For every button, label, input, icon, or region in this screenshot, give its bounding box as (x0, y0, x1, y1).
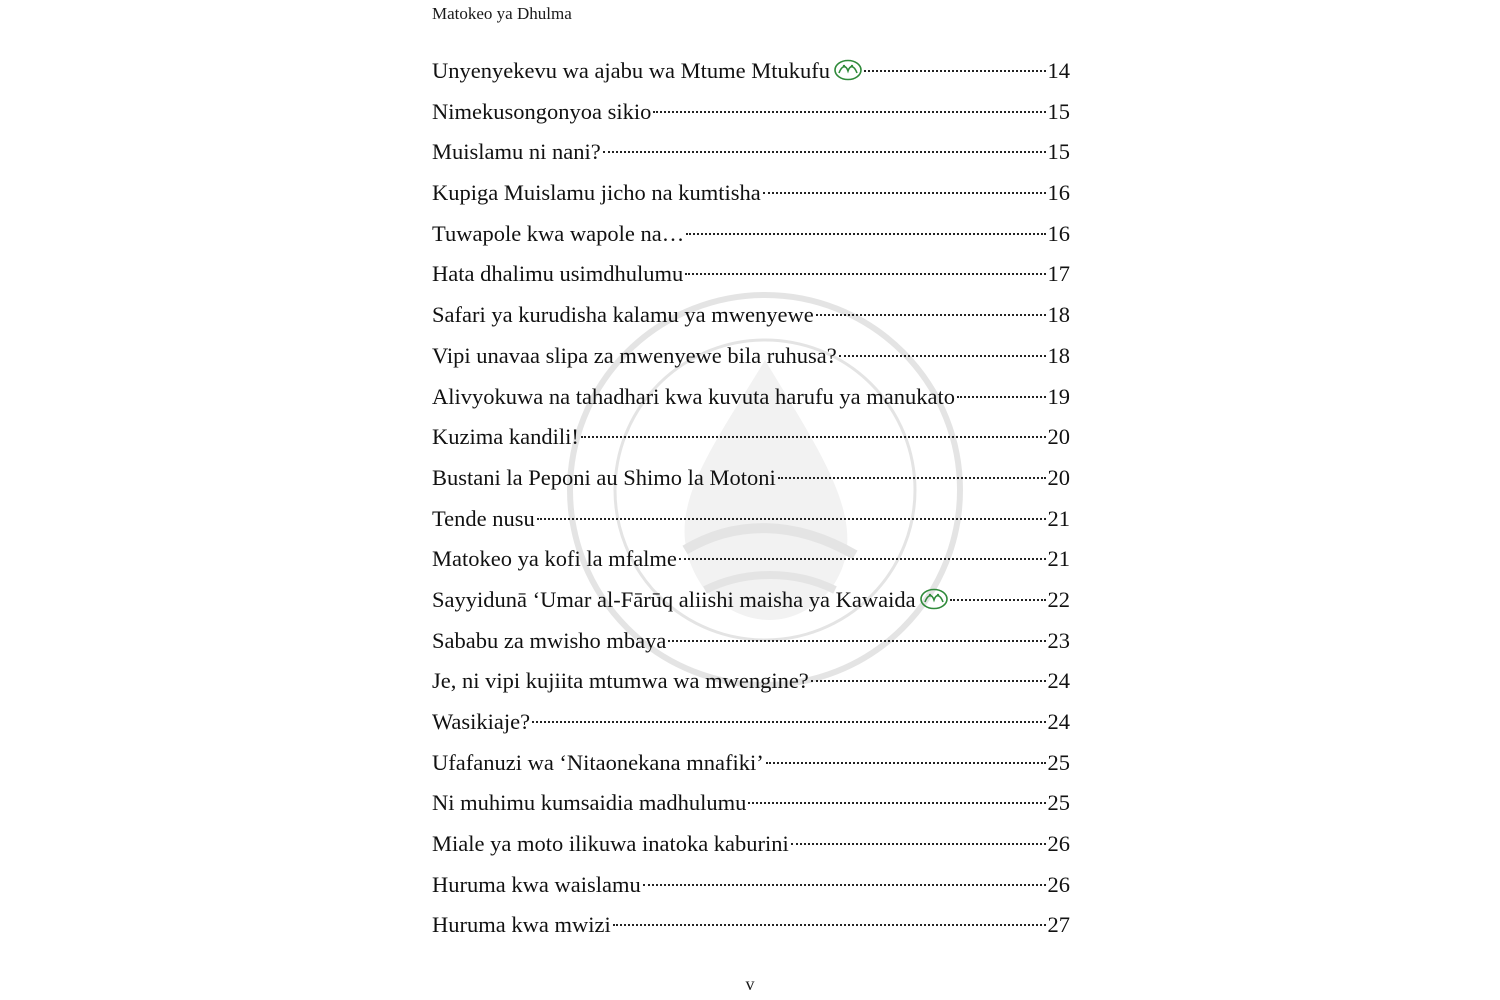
toc-entry[interactable] (432, 51, 1070, 92)
toc-entry-title: Matokeo ya kofi la mfalme (432, 546, 677, 572)
toc-entry-title: Hata dhalimu usimdhulumu (432, 261, 684, 287)
toc-entry[interactable] (432, 377, 1070, 418)
toc-entry-title: Huruma kwa mwizi (432, 912, 611, 938)
page-number: v (745, 974, 755, 994)
toc-entry[interactable] (432, 132, 1070, 173)
toc-entry[interactable] (432, 702, 1070, 743)
toc-entry-title: Safari ya kurudisha kalamu ya mwenyewe (432, 302, 814, 328)
toc-page-number: 18 (1047, 302, 1070, 328)
toc-page-number: 18 (1047, 342, 1070, 368)
dot-leader (839, 354, 1046, 357)
toc-entry[interactable] (432, 214, 1070, 255)
toc-entry-title: Tuwapole kwa wapole na… (432, 220, 685, 246)
dot-leader (816, 313, 1046, 316)
toc-entry-title: Bustani la Peponi au Shimo la Motoni (432, 464, 776, 490)
dot-leader (957, 395, 1046, 398)
toc-page-number: 24 (1047, 668, 1070, 694)
toc-entry-title: Ni muhimu kumsaidia madhulumu (432, 790, 747, 816)
toc-entry-title: Ufafanuzi wa ‘Nitaonekana mnafiki’ (432, 749, 764, 775)
toc-entry-title: Tende nusu (432, 505, 535, 531)
dot-leader (603, 150, 1046, 153)
dot-leader (581, 435, 1046, 438)
toc-entry[interactable] (432, 905, 1070, 946)
dot-leader (748, 801, 1045, 804)
toc-page-number: 15 (1047, 139, 1070, 165)
dot-leader (950, 598, 1046, 601)
toc-entry[interactable] (432, 458, 1070, 499)
dot-leader (791, 842, 1046, 845)
dot-leader (653, 110, 1045, 113)
toc-page-number: 24 (1047, 709, 1070, 734)
toc-entry-title: Kupiga Muislamu jicho na kumtisha (432, 180, 761, 206)
toc-entry-title: Vipi unavaa slipa za mwenyewe bila ruhusa? (432, 342, 837, 368)
toc-page-number: 21 (1047, 546, 1070, 572)
dot-leader (811, 679, 1046, 682)
toc-page-number: 15 (1047, 98, 1070, 124)
toc-entry[interactable] (432, 336, 1070, 377)
toc-page-number: 21 (1047, 505, 1070, 531)
toc-entry-title: Je, ni vipi kujiita mtumwa wa mwengine? (432, 668, 809, 694)
dot-leader (864, 69, 1045, 72)
toc-entry-title (432, 51, 862, 92)
dot-leader (778, 476, 1046, 479)
dot-leader (613, 923, 1046, 926)
toc-entry[interactable] (432, 499, 1070, 540)
dot-leader (532, 720, 1045, 723)
toc-entry[interactable] (432, 295, 1070, 336)
toc-entry-title: Nimekusongonyoa sikio (432, 98, 652, 124)
toc-page-number: 26 (1047, 871, 1070, 897)
toc-entry[interactable] (432, 92, 1070, 133)
dot-leader (686, 232, 1045, 235)
dot-leader (679, 557, 1046, 560)
toc-page-number: 23 (1047, 627, 1070, 653)
dot-leader (643, 883, 1046, 886)
dot-leader (766, 761, 1046, 764)
toc-entry-title: Miale ya moto ilikuwa inatoka kaburini (432, 831, 789, 857)
toc-entry[interactable] (432, 539, 1070, 580)
toc-entry[interactable] (432, 661, 1070, 702)
toc-page-number: 17 (1047, 261, 1070, 287)
dot-leader (668, 639, 1045, 642)
toc-entry[interactable] (432, 580, 1070, 621)
toc-page-number: 22 (1047, 586, 1070, 612)
toc-page-number: 19 (1047, 383, 1070, 409)
toc-entry[interactable] (432, 865, 1070, 906)
toc-entry-title: Alivyokuwa na tahadhari kwa kuvuta harufu ya manukato (432, 383, 955, 409)
toc-page-number: 25 (1047, 790, 1070, 816)
toc-page-number: 26 (1047, 831, 1070, 857)
dot-leader (763, 191, 1046, 194)
toc-page-number: 16 (1047, 180, 1070, 206)
dot-leader (685, 272, 1045, 275)
table-of-contents (432, 51, 1070, 946)
running-header: Matokeo ya Dhulma (432, 4, 572, 23)
toc-entry[interactable] (432, 173, 1070, 214)
toc-page-number: 16 (1047, 220, 1070, 246)
toc-entry[interactable] (432, 254, 1070, 295)
green-calligraphy-honorific-icon (834, 59, 862, 81)
toc-entry[interactable] (432, 783, 1070, 824)
green-calligraphy-honorific-icon (920, 588, 948, 610)
toc-entry-title: Huruma kwa waislamu (432, 871, 641, 897)
toc-entry[interactable] (432, 621, 1070, 662)
toc-entry-title: Sababu za mwisho mbaya (432, 627, 667, 653)
dot-leader (537, 517, 1046, 520)
toc-entry[interactable] (432, 743, 1070, 784)
toc-entry[interactable] (432, 417, 1070, 458)
toc-entry-title: Muislamu ni nani? (432, 139, 601, 165)
toc-entry-title-text: Sayyidunā ‘Umar al-Fārūq aliishi maisha ya Kawaida (432, 586, 916, 612)
toc-page-number: 25 (1047, 749, 1070, 775)
toc-entry-title (432, 580, 948, 621)
toc-page-number: 14 (1047, 58, 1070, 83)
toc-page-number: 20 (1047, 464, 1070, 490)
toc-entry-title-text: Unyenyekevu wa ajabu wa Mtume Mtukufu (432, 58, 831, 83)
toc-entry-title: Kuzima kandili! (432, 424, 579, 450)
toc-entry-title: Wasikiaje? (432, 709, 531, 734)
toc-entry[interactable] (432, 824, 1070, 865)
toc-page-number: 20 (1047, 424, 1070, 450)
toc-page-number: 27 (1047, 912, 1070, 938)
